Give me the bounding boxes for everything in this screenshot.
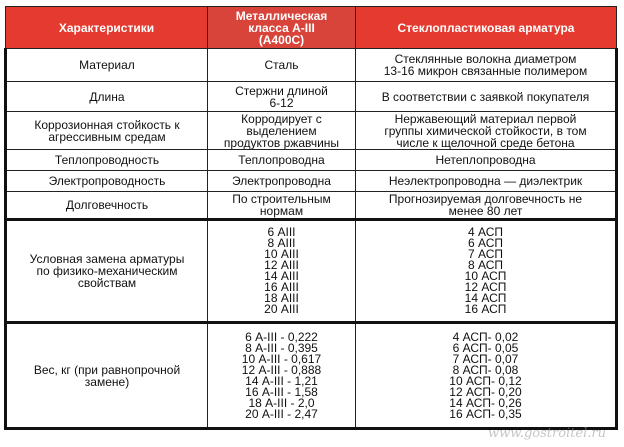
- table-header-row: [6, 7, 617, 49]
- row-label: Теплопроводность: [6, 150, 208, 171]
- metal-cell: [208, 192, 356, 220]
- list-item: 8 АIII: [267, 236, 296, 250]
- metal-cell: Теплопроводна: [208, 150, 356, 171]
- cell-line: продуктов ржавчины: [223, 135, 340, 150]
- list-item: 8 АСП- 0,08: [452, 362, 519, 377]
- list-item: 7 АСП- 0,07: [452, 351, 519, 366]
- table-row: [6, 171, 617, 192]
- list-item: 12 АСП: [464, 280, 507, 294]
- list-item: 4 АСП: [467, 225, 504, 239]
- list-item: 16 АСП- 0,35: [449, 406, 522, 421]
- cell-line: по физико-механическим: [36, 264, 178, 278]
- header-characteristics: Характеристики: [6, 7, 208, 49]
- list-item: 16 АIII: [264, 280, 299, 294]
- metal-cell: Электропроводна: [208, 171, 356, 192]
- cell-line: группы химической стойкости, в том: [384, 123, 587, 138]
- cell-line: 6-12: [269, 95, 294, 110]
- list-item: 14 А-III - 1,21: [245, 373, 318, 388]
- list-item: 10 АIII: [264, 247, 299, 261]
- table-row-replacement: [6, 220, 617, 323]
- list-item: 18 АIII: [264, 291, 299, 305]
- cell-line: Стержни длиной: [235, 83, 328, 98]
- watermark: www.gostroitel.ru: [487, 426, 606, 441]
- glass-cell: В соответствии с заявкой покупателя: [356, 82, 617, 112]
- row-label: Электропроводность: [6, 171, 208, 192]
- metal-cell: [208, 323, 356, 429]
- list-item: 10 А-III - 0,617: [241, 351, 322, 366]
- row-label: Длина: [6, 82, 208, 112]
- cell-line: Стеклянные волокна диаметром: [394, 52, 577, 66]
- list-item: 7 АСП: [467, 247, 504, 261]
- cell-line: выделением: [246, 123, 317, 138]
- cell-line: Условная замена арматуры: [29, 252, 185, 266]
- cell-line: замене): [84, 374, 130, 389]
- table-row: [6, 192, 617, 220]
- row-label: [6, 220, 208, 323]
- list-item: 16 АСП: [464, 302, 507, 316]
- list-item: 10 АСП- 0,12: [449, 373, 522, 388]
- table-row: [6, 82, 617, 112]
- glass-cell: Нетеплопроводна: [356, 150, 617, 171]
- glass-cell: [356, 49, 617, 82]
- list-item: 16 А-III - 1,58: [245, 384, 318, 399]
- glass-cell: [356, 220, 617, 323]
- list-item: 20 А-III - 2,47: [245, 406, 318, 421]
- header-fiberglass-rebar: Стеклопластиковая арматура: [356, 7, 617, 49]
- table-row: [6, 49, 617, 82]
- glass-cell: [356, 192, 617, 220]
- list-item: 12 А-III - 0,888: [241, 362, 322, 377]
- list-item: 6 АСП: [467, 236, 504, 250]
- row-label: Материал: [6, 49, 208, 82]
- table-row: [6, 112, 617, 150]
- comparison-table: [4, 6, 618, 430]
- metal-cell: [208, 220, 356, 323]
- cell-line: числе к щелочной среде бетона: [396, 135, 575, 150]
- cell-line: 13-16 микрон связанные полимером: [383, 64, 588, 78]
- list-item: 12 АСП- 0,20: [449, 384, 522, 399]
- list-item: 14 АСП- 0,26: [449, 395, 522, 410]
- header-metal-line: Металлическая: [235, 8, 328, 23]
- header-metal-rebar: [208, 7, 356, 49]
- list-item: 8 АСП: [467, 258, 504, 272]
- cell-line: агрессивным средам: [48, 129, 166, 144]
- list-item: 20 АIII: [264, 302, 299, 316]
- cell-line: свойствам: [77, 276, 137, 290]
- row-label: Долговечность: [6, 192, 208, 220]
- cell-line: По строительным: [232, 192, 331, 206]
- metal-cell: [208, 112, 356, 150]
- metal-cell: Сталь: [208, 49, 356, 82]
- cell-line: Вес, кг (при равнопрочной: [33, 362, 181, 377]
- row-label: [6, 323, 208, 429]
- list-item: 4 АСП- 0,02: [452, 329, 519, 344]
- cell-line: нормам: [259, 204, 304, 218]
- metal-cell: [208, 82, 356, 112]
- glass-cell: Неэлектропроводна — диэлектрик: [356, 171, 617, 192]
- list-item: 6 АСП- 0,05: [452, 340, 519, 355]
- list-item: 14 АСП: [464, 291, 507, 305]
- list-item: 6 АIII: [267, 225, 296, 239]
- table-row: [6, 150, 617, 171]
- cell-line: Прогнозируемая долговечность не: [388, 192, 583, 206]
- list-item: 14 АIII: [264, 269, 299, 283]
- list-item: 12 АIII: [264, 258, 299, 272]
- header-metal-line: класса А-III: [248, 20, 315, 35]
- glass-cell: [356, 323, 617, 429]
- cell-line: Корродирует с: [241, 111, 322, 126]
- row-label: [6, 112, 208, 150]
- table-row-weight: [6, 323, 617, 429]
- glass-cell: [356, 112, 617, 150]
- cell-line: менее 80 лет: [448, 204, 523, 218]
- list-item: 6 А-III - 0,222: [245, 329, 318, 344]
- cell-line: Коррозионная стойкость к: [34, 117, 180, 132]
- cell-line: Нержавеющий материал первой: [394, 111, 577, 126]
- list-item: 18 А-III - 2,0: [248, 395, 315, 410]
- header-metal-line: (А400С): [258, 32, 305, 47]
- list-item: 10 АСП: [464, 269, 507, 283]
- list-item: 8 А-III - 0,395: [245, 340, 318, 355]
